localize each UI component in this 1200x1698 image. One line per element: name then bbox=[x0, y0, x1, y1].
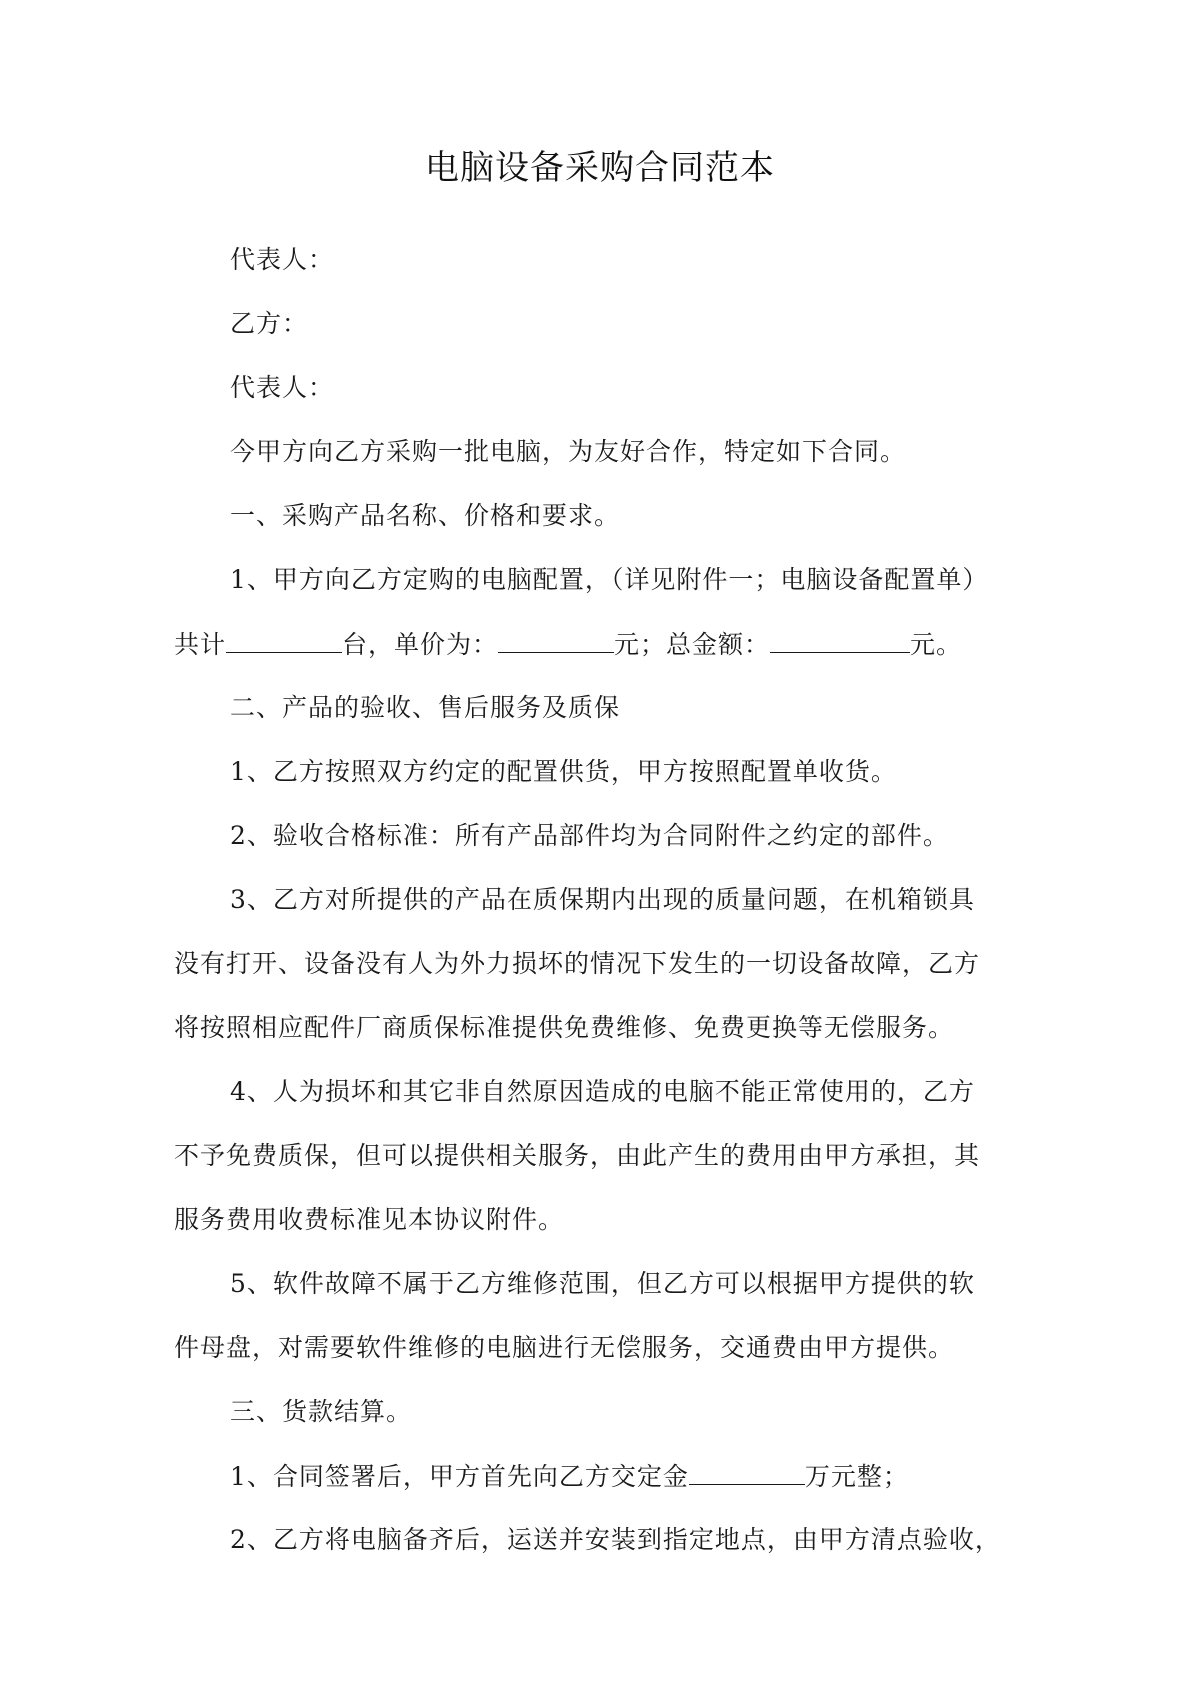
clause-2-4-line-3: 服务费用收费标准见本协议附件。 bbox=[174, 1205, 565, 1234]
representative-b-line: 代表人： bbox=[230, 373, 335, 402]
deposit-label: 1、合同签署后，甲方首先向乙方交定金 bbox=[230, 1462, 689, 1491]
total-amount-label: 元；总金额： bbox=[614, 630, 771, 659]
contract-body bbox=[174, 242, 1044, 1586]
clause-2-4-line-2: 不予免费质保，但可以提供相关服务，由此产生的费用由甲方承担，其 bbox=[174, 1141, 981, 1170]
total-amount-blank bbox=[770, 626, 910, 653]
party-b-line: 乙方： bbox=[230, 309, 309, 338]
representative-a-line: 代表人： bbox=[230, 245, 335, 274]
clause-2-3-line-3: 将按照相应配件厂商质保标准提供免费维修、免费更换等无偿服务。 bbox=[174, 1013, 955, 1042]
section-3-heading: 三、货款结算。 bbox=[230, 1397, 413, 1426]
clause-2-4-line-1: 4、人为损坏和其它非自然原因造成的电脑不能正常使用的，乙方 bbox=[230, 1077, 975, 1106]
unit-price-blank bbox=[498, 626, 614, 653]
document-title: 电脑设备采购合同范本 bbox=[425, 148, 775, 188]
quantity-label: 共计 bbox=[174, 630, 227, 659]
clause-3-1 bbox=[174, 1458, 1044, 1522]
intro-paragraph: 今甲方向乙方采购一批电脑，为友好合作，特定如下合同。 bbox=[230, 437, 907, 466]
unit-price-label: 台，单价为： bbox=[342, 630, 499, 659]
clause-2-1: 1、乙方按照双方约定的配置供货，甲方按照配置单收货。 bbox=[230, 757, 897, 786]
deposit-suffix: 万元整； bbox=[804, 1462, 909, 1491]
clause-1-1-line-2 bbox=[174, 626, 1044, 690]
clause-2-2: 2、验收合格标准：所有产品部件均为合同附件之约定的部件。 bbox=[230, 821, 949, 850]
section-2-heading: 二、产品的验收、售后服务及质保 bbox=[230, 693, 621, 722]
clause-1-1-line-1: 1、甲方向乙方定购的电脑配置，（详见附件一；电脑设备配置单） bbox=[230, 565, 989, 594]
deposit-blank bbox=[689, 1458, 805, 1485]
clause-3-2: 2、乙方将电脑备齐后，运送并安装到指定地点，由甲方清点验收， bbox=[230, 1525, 1001, 1554]
quantity-blank bbox=[226, 626, 342, 653]
clause-2-5-line-1: 5、软件故障不属于乙方维修范围，但乙方可以根据甲方提供的软 bbox=[230, 1269, 975, 1298]
currency-suffix: 元。 bbox=[910, 630, 963, 659]
clause-2-3-line-1: 3、乙方对所提供的产品在质保期内出现的质量问题，在机箱锁具 bbox=[230, 885, 975, 914]
clause-2-5-line-2: 件母盘，对需要软件维修的电脑进行无偿服务，交通费由甲方提供。 bbox=[174, 1333, 955, 1362]
clause-2-3-line-2: 没有打开、设备没有人为外力损坏的情况下发生的一切设备故障，乙方 bbox=[174, 949, 981, 978]
section-1-heading: 一、采购产品名称、价格和要求。 bbox=[230, 501, 621, 530]
